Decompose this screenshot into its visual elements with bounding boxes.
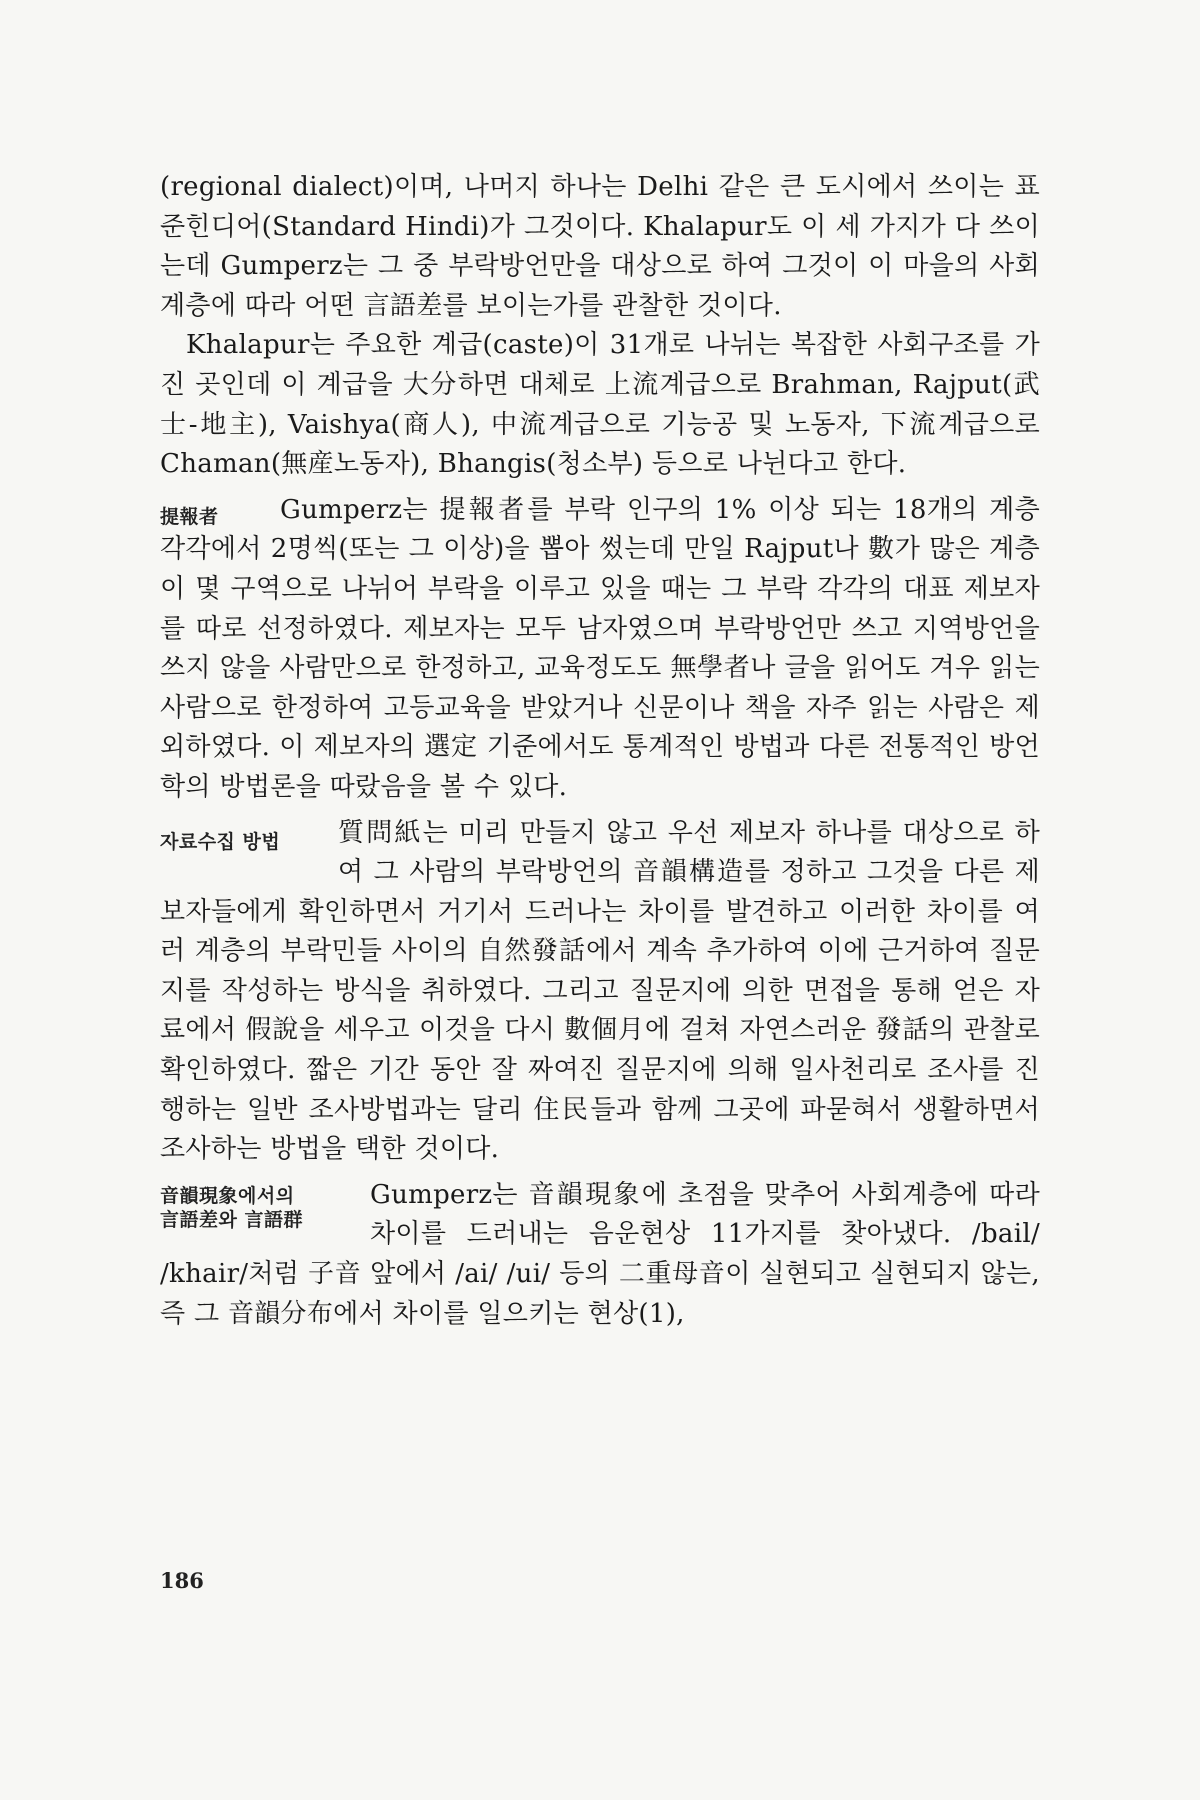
section-data-collection bbox=[160, 814, 1040, 1170]
side-heading-line: 提報者 bbox=[160, 505, 219, 528]
paragraph-caste: Khalapur는 주요한 계급(caste)이 31개로 나뉘는 복잡한 사회구조를 가진 곳인데 이 계급을 大分하면 대체로 上流계급으로 Brahman, Rajput(武士-地主), Vaishya(商人), 中流계급으로 기능공 및 노동자, 下流계급으로 Chaman(無産노동자), Bhangis(청소부) 등으로 나뉜다고 한다. bbox=[160, 330, 1040, 480]
body-text bbox=[160, 168, 1040, 1334]
side-heading-line: 言語差와 言語群 bbox=[160, 1208, 303, 1231]
page-number: 186 bbox=[160, 1568, 204, 1593]
side-heading-informants bbox=[160, 491, 280, 529]
section-text-informants: Gumperz는 提報者를 부락 인구의 1% 이상 되는 18개의 계층 각각에서 2명씩(또는 그 이상)을 뽑아 썼는데 만일 Rajput나 數가 많은 계층이 몇 구역으로 나뉘어 부락을 이루고 있을 때는 그 부락 각각의 대표 제보자를 따로 선정하였다. 제보자는 모두 남자였으며 부락방언만 쓰고 지역방언을 쓰지 않을 사람만으로 한정하고, 교육정도도 無學者나 글을 읽어도 겨우 읽는 사람으로 한정하여 고등교육을 받았거나 신문이나 책을 자주 읽는 사람은 제외하였다. 이 제보자의 選定 기준에서도 통계적인 방법과 다른 전통적인 방언학의 방법론을 따랐음을 볼 수 있다. bbox=[160, 494, 1040, 802]
side-heading-phonology bbox=[160, 1176, 370, 1232]
section-text-data-collection: 質問紙는 미리 만들지 않고 우선 제보자 하나를 대상으로 하여 그 사람의 부락방언의 音韻構造를 정하고 그것을 다른 제보자들에게 확인하면서 거기서 드러나는 차이를 발견하고 이러한 차이를 여러 계층의 부락민들 사이의 自然發話에서 계속 추가하여 이에 근거하여 질문지를 작성하는 방식을 취하였다. 그리고 질문지에 의한 면접을 통해 얻은 자료에서 假說을 세우고 이것을 다시 數個月에 걸쳐 자연스러운 發話의 관찰로 확인하였다. 짧은 기간 동안 잘 짜여진 질문지에 의해 일사천리로 조사를 진행하는 일반 조사방법과는 달리 住民들과 함께 그곳에 파묻혀서 생활하면서 조사하는 방법을 택한 것이다. bbox=[160, 817, 1040, 1165]
side-heading-line: 자료수집 방법 bbox=[160, 830, 281, 853]
section-text-phonology: Gumperz는 音韻現象에 초점을 맞추어 사회계층에 따라 차이를 드러내는 음운현상 11가지를 찾아냈다. /bail/ /khair/처럼 子音 앞에서 /ai/ /ui/ 등의 二重母音이 실현되고 실현되지 않는, 즉 그 音韻分布에서 차이를 일으키는 현상(1), bbox=[160, 1179, 1040, 1329]
side-heading-data-collection bbox=[160, 814, 338, 854]
side-heading-line: 音韻現象에서의 bbox=[160, 1184, 295, 1207]
section-phonology bbox=[160, 1176, 1040, 1334]
paragraph-continued: (regional dialect)이며, 나머지 하나는 Delhi 같은 큰 도시에서 쓰이는 표준힌디어(Standard Hindi)가 그것이다. Khalapur도 이 세 가지가 다 쓰이는데 Gumperz는 그 중 부락방언만을 대상으로 하여 그것이 이 마을의 사회계층에 따라 어떤 言語差를 보이는가를 관찰한 것이다. bbox=[160, 172, 1040, 321]
section-informants bbox=[160, 491, 1040, 808]
